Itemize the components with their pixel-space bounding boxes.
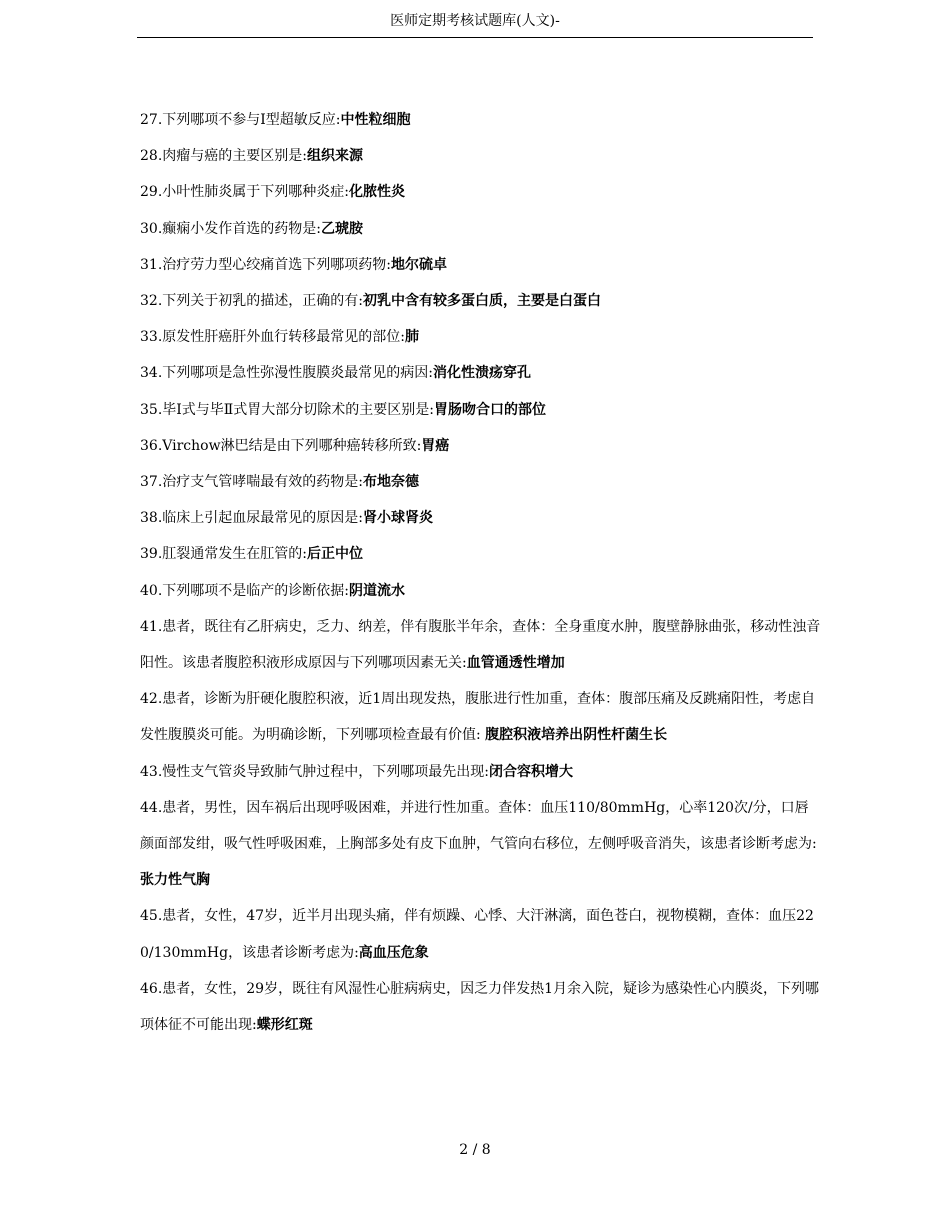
question-32: [140, 283, 822, 319]
document-title: 医师定期考核试题库(人文)-: [390, 13, 560, 29]
question-answer: 地尔硫卓: [390, 256, 447, 273]
question-stem: 31.治疗劳力型心绞痛首选下列哪项药物:: [140, 256, 391, 273]
question-stem: 46.患者，女性，29岁，既往有风湿性心脏病病史，因乏力伴发热1月余入院，疑诊为感染性心内膜炎，下列哪项体征不可能出现:: [140, 980, 819, 1034]
question-stem: 34.下列哪项是急性弥漫性腹膜炎最常见的病因:: [140, 365, 433, 382]
question-stem: 27.下列哪项不参与Ⅰ型超敏反应:: [140, 112, 341, 128]
question-answer: 组织来源: [306, 148, 363, 165]
question-list: [140, 102, 822, 1043]
question-37: [140, 464, 822, 500]
question-answer: 后正中位: [306, 546, 363, 563]
question-36: [140, 428, 822, 464]
question-43: [140, 754, 822, 790]
question-stem: 28.肉瘤与癌的主要区别是:: [140, 148, 307, 165]
question-answer: 肺: [404, 329, 419, 346]
question-27: [140, 102, 822, 138]
question-answer: 蝶形红斑: [256, 1017, 313, 1034]
question-answer: 消化性溃疡穿孔: [432, 365, 531, 382]
question-answer: 血管通透性增加: [466, 655, 565, 672]
question-stem: 39.肛裂通常发生在肛管的:: [140, 546, 307, 563]
question-answer: 高血压危象: [358, 944, 429, 961]
question-45: [140, 898, 822, 970]
question-stem: 41.患者，既往有乙肝病史，乏力、纳差，伴有腹胀半年余，查体：全身重度水肿，腹壁静脉曲张，移动性浊音阳性。该患者腹腔积液形成原因与下列哪项因素无关:: [140, 618, 821, 672]
question-answer: 布地奈德: [362, 474, 419, 491]
question-stem: 30.癫痫小发作首选的药物是:: [140, 220, 321, 237]
question-stem: 43.慢性支气管炎导致肺气肿过程中，下列哪项最先出现:: [140, 763, 489, 780]
question-stem: 32.下列关于初乳的描述，正确的有:: [140, 293, 363, 310]
question-stem: 44.患者，男性，因车祸后出现呼吸困难，并进行性加重。查体：血压110/80mmHg，心率120次/分，口唇颜面部发绀，吸气性呼吸困难，上胸部多处有皮下血肿，气管向右移位，左侧呼吸音消失，该患者诊断考虑为:: [140, 799, 817, 853]
page-number: 2 / 8: [459, 1142, 491, 1158]
question-29: [140, 174, 822, 210]
question-31: [140, 247, 822, 283]
question-stem: 33.原发性肝癌肝外血行转移最常见的部位:: [140, 329, 405, 346]
page-header: [137, 8, 813, 38]
question-answer: 胃肠吻合口的部位: [434, 401, 547, 418]
question-44: [140, 790, 822, 899]
question-answer: 乙琥胺: [320, 220, 363, 237]
question-stem: 37.治疗支气管哮喘最有效的药物是:: [140, 474, 363, 491]
question-stem: 36.Virchow淋巴结是由下列哪种癌转移所致:: [140, 437, 422, 454]
question-30: [140, 211, 822, 247]
question-answer: 闭合容积增大: [488, 763, 573, 780]
question-answer: 阴道流水: [348, 582, 405, 599]
question-35: [140, 392, 822, 428]
question-41: [140, 609, 822, 681]
question-33: [140, 319, 822, 355]
question-28: [140, 138, 822, 174]
question-answer: 化脓性炎: [348, 184, 405, 201]
question-40: [140, 573, 822, 609]
question-stem: 40.下列哪项不是临产的诊断依据:: [140, 582, 349, 599]
question-stem: 38.临床上引起血尿最常见的原因是:: [140, 510, 363, 527]
question-34: [140, 355, 822, 391]
question-stem: 29.小叶性肺炎属于下列哪种炎症:: [140, 184, 349, 201]
question-answer: 腹腔积液培养出阴性杆菌生长: [485, 727, 668, 744]
question-39: [140, 536, 822, 572]
question-answer: 胃癌: [421, 437, 450, 454]
question-stem: 35.毕Ⅰ式与毕Ⅱ式胃大部分切除术的主要区别是:: [140, 401, 435, 418]
question-answer: 张力性气胸: [140, 872, 210, 889]
question-42: [140, 681, 822, 753]
question-stem: 42.患者，诊断为肝硬化腹腔积液，近1周出现发热，腹胀进行性加重，查体：腹部压痛及反跳痛阳性，考虑自发性腹膜炎可能。为明确诊断，下列哪项检查最有价值:: [140, 691, 816, 744]
question-46: [140, 971, 822, 1043]
question-answer: 中性粒细胞: [340, 112, 411, 128]
question-answer: 肾小球肾炎: [362, 510, 433, 527]
question-stem: 45.患者，女性，47岁，近半月出现头痛，伴有烦躁、心悸、大汗淋漓，面色苍白，视物模糊，查体：血压220/130mmHg，该患者诊断考虑为:: [140, 908, 814, 961]
question-38: [140, 500, 822, 536]
question-answer: 初乳中含有较多蛋白质，主要是白蛋白: [362, 293, 601, 310]
